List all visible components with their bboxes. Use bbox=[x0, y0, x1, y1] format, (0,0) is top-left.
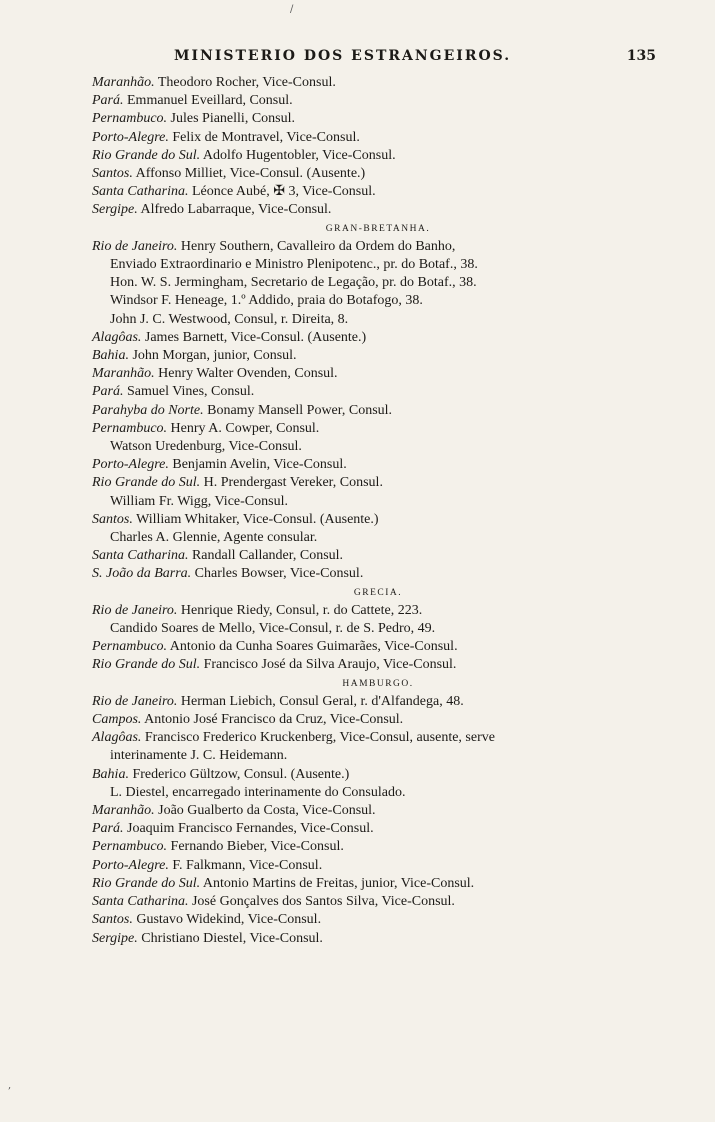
place-name: Maranhão. bbox=[92, 803, 155, 819]
place-name: Pernambuco. bbox=[92, 639, 168, 655]
list-item bbox=[92, 656, 664, 674]
continuation-line: L. Diestel, encarregado interinamente do Consulado. bbox=[110, 784, 406, 800]
list-item bbox=[92, 875, 664, 893]
entry-text: Emmanuel Eveillard, Consul. bbox=[127, 93, 293, 109]
place-name: Rio Grande do Sul. bbox=[92, 657, 201, 673]
place-name: Rio Grande do Sul. bbox=[92, 475, 201, 491]
entry-text: Henry Walter Ovenden, Consul. bbox=[158, 366, 338, 382]
running-head: MINISTERIO DOS ESTRANGEIROS. bbox=[174, 48, 512, 64]
list-item bbox=[92, 92, 664, 110]
place-name: Maranhão. bbox=[92, 366, 155, 382]
place-name: Maranhão. bbox=[92, 75, 155, 90]
entry-text: Benjamin Avelin, Vice-Consul. bbox=[172, 457, 347, 473]
place-name: Sergipe. bbox=[92, 202, 138, 218]
scan-mark: , bbox=[8, 1080, 12, 1091]
entry-text: H. Prendergast Vereker, Consul. bbox=[203, 475, 383, 491]
list-item bbox=[92, 638, 664, 656]
place-name: Pernambuco. bbox=[92, 420, 168, 436]
entry-text: Felix de Montravel, Vice-Consul. bbox=[172, 129, 360, 145]
place-name: Campos. bbox=[92, 712, 142, 728]
section-heading: HAMBURGO. bbox=[342, 678, 414, 689]
entry-text: Alfredo Labarraque, Vice-Consul. bbox=[140, 202, 332, 218]
continuation-line: Charles A. Glennie, Agente consular. bbox=[110, 530, 318, 546]
place-name: Santos. bbox=[92, 511, 133, 527]
entry-text: Adolfo Hugentobler, Vice-Consul. bbox=[202, 147, 396, 163]
list-item bbox=[92, 474, 664, 492]
consular-list bbox=[92, 74, 664, 948]
continuation-line: Enviado Extraordinario e Ministro Plenipotenc., pr. do Botaf., 38. bbox=[110, 257, 478, 273]
list-item bbox=[92, 711, 664, 729]
entry-text: James Barnett, Vice-Consul. (Ausente.) bbox=[144, 329, 367, 345]
entry-text: Henrique Riedy, Consul, r. do Cattete, 223. bbox=[180, 602, 423, 618]
place-name: Rio Grande do Sul. bbox=[92, 147, 201, 163]
list-item bbox=[92, 110, 664, 128]
entry-text: Fernando Bieber, Vice-Consul. bbox=[170, 839, 344, 855]
entry-text: William Whitaker, Vice-Consul. (Ausente.) bbox=[136, 511, 379, 527]
place-name: Pará. bbox=[92, 93, 124, 109]
continuation-line: Watson Uredenburg, Vice-Consul. bbox=[110, 439, 302, 455]
list-item bbox=[92, 766, 664, 784]
list-item bbox=[92, 857, 664, 875]
place-name: Rio de Janeiro. bbox=[92, 238, 178, 254]
list-item bbox=[92, 129, 664, 147]
entry-text: João Gualberto da Costa, Vice-Consul. bbox=[158, 803, 376, 819]
place-name: Santa Catharina. bbox=[92, 548, 189, 564]
list-item bbox=[92, 420, 664, 438]
page-header bbox=[96, 48, 656, 70]
list-item bbox=[92, 911, 664, 929]
entry-text: Joaquim Francisco Fernandes, Vice-Consul. bbox=[127, 821, 374, 837]
entry-text: Henry A. Cowper, Consul. bbox=[170, 420, 320, 436]
continuation-line: Hon. W. S. Jermingham, Secretario de Legação, pr. do Botaf., 38. bbox=[110, 275, 477, 291]
place-name: Pará. bbox=[92, 384, 124, 400]
list-item bbox=[92, 365, 664, 383]
list-item bbox=[92, 238, 664, 256]
list-item bbox=[92, 838, 664, 856]
list-item bbox=[92, 183, 664, 201]
place-name: S. João da Barra. bbox=[92, 566, 192, 582]
place-name: Rio Grande do Sul. bbox=[92, 875, 201, 891]
place-name: Sergipe. bbox=[92, 930, 138, 946]
place-name: Santos. bbox=[92, 166, 133, 182]
entry-text: Affonso Milliet, Vice-Consul. (Ausente.) bbox=[135, 166, 366, 182]
continuation-line: John J. C. Westwood, Consul, r. Direita, 8. bbox=[110, 311, 349, 327]
entry-text: Antonio da Cunha Soares Guimarães, Vice-Consul. bbox=[169, 639, 458, 655]
entry-text: John Morgan, junior, Consul. bbox=[132, 348, 297, 364]
place-name: Pará. bbox=[92, 821, 124, 837]
list-item bbox=[92, 402, 664, 420]
place-name: Rio de Janeiro. bbox=[92, 693, 178, 709]
entry-text: Antonio Martins de Freitas, junior, Vice-Consul. bbox=[202, 875, 475, 891]
continuation-line: William Fr. Wigg, Vice-Consul. bbox=[110, 493, 288, 509]
list-item bbox=[92, 547, 664, 565]
entry-text: Samuel Vines, Consul. bbox=[127, 384, 255, 400]
entry-text: Randall Callander, Consul. bbox=[191, 548, 344, 564]
entry-text: Henry Southern, Cavalleiro da Ordem do Banho, bbox=[180, 238, 456, 254]
place-name: Porto-Alegre. bbox=[92, 857, 169, 873]
place-name: Alagôas. bbox=[92, 329, 142, 345]
entry-text: Jules Pianelli, Consul. bbox=[170, 111, 295, 127]
list-item bbox=[92, 74, 664, 92]
list-item bbox=[92, 329, 664, 347]
list-item bbox=[92, 565, 664, 583]
entry-text: Francisco Frederico Kruckenberg, Vice-Consul, ausente, serve bbox=[144, 730, 495, 746]
place-name: Santa Catharina. bbox=[92, 184, 189, 200]
section-heading: GRAN-BRETANHA. bbox=[325, 223, 431, 234]
list-item bbox=[92, 201, 664, 219]
entry-text: Bonamy Mansell Power, Consul. bbox=[207, 402, 393, 418]
entry-text: Gustavo Widekind, Vice-Consul. bbox=[136, 912, 322, 928]
section-heading: GRECIA. bbox=[353, 587, 403, 598]
list-item bbox=[92, 802, 664, 820]
entry-text: Theodoro Rocher, Vice-Consul. bbox=[157, 75, 336, 90]
entry-text: Frederico Gültzow, Consul. (Ausente.) bbox=[132, 766, 350, 782]
continuation-line: Windsor F. Heneage, 1.º Addido, praia do Botafogo, 38. bbox=[110, 293, 423, 309]
list-item bbox=[92, 930, 664, 948]
entry-text: Christiano Diestel, Vice-Consul. bbox=[141, 930, 323, 946]
place-name: Santa Catharina. bbox=[92, 894, 189, 910]
list-item bbox=[92, 511, 664, 529]
entry-text: Francisco José da Silva Araujo, Vice-Consul. bbox=[203, 657, 457, 673]
place-name: Porto-Alegre. bbox=[92, 129, 169, 145]
list-item bbox=[92, 820, 664, 838]
list-item bbox=[92, 165, 664, 183]
place-name: Porto-Alegre. bbox=[92, 457, 169, 473]
place-name: Santos. bbox=[92, 912, 133, 928]
list-item bbox=[92, 693, 664, 711]
continuation-line: Candido Soares de Mello, Vice-Consul, r. de S. Pedro, 49. bbox=[110, 621, 436, 637]
entry-text: Herman Liebich, Consul Geral, r. d'Alfandega, 48. bbox=[180, 693, 464, 709]
place-name: Bahia. bbox=[92, 348, 129, 364]
place-name: Parahyba do Norte. bbox=[92, 402, 204, 418]
entry-text: José Gonçalves dos Santos Silva, Vice-Consul. bbox=[191, 894, 455, 910]
place-name: Bahia. bbox=[92, 766, 129, 782]
list-item bbox=[92, 347, 664, 365]
list-item bbox=[92, 383, 664, 401]
scan-mark: / bbox=[290, 4, 294, 15]
list-item bbox=[92, 602, 664, 620]
list-item bbox=[92, 729, 664, 747]
continuation-line: interinamente J. C. Heidemann. bbox=[110, 748, 288, 764]
list-item bbox=[92, 456, 664, 474]
entry-text: F. Falkmann, Vice-Consul. bbox=[172, 857, 323, 873]
place-name: Pernambuco. bbox=[92, 111, 168, 127]
page-number: 135 bbox=[626, 48, 656, 64]
entry-text: Charles Bowser, Vice-Consul. bbox=[194, 566, 364, 582]
list-item bbox=[92, 893, 664, 911]
place-name: Rio de Janeiro. bbox=[92, 602, 178, 618]
place-name: Alagôas. bbox=[92, 730, 142, 746]
entry-text: Antonio José Francisco da Cruz, Vice-Consul. bbox=[144, 712, 404, 728]
entry-text: Léonce Aubé, ✠ 3, Vice-Consul. bbox=[191, 184, 376, 200]
list-item bbox=[92, 147, 664, 165]
place-name: Pernambuco. bbox=[92, 839, 168, 855]
